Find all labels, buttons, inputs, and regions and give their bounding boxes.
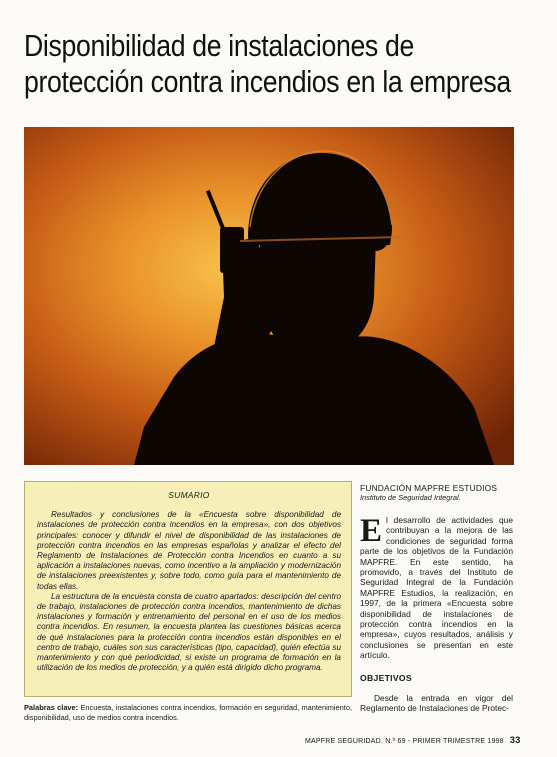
- page-number: 33: [509, 734, 521, 745]
- author-institute: Instituto de Seguridad Integral.: [360, 493, 461, 502]
- keywords-label: Palabras clave:: [24, 703, 79, 712]
- title-line-1: Disponibilidad de instalaciones de: [24, 28, 414, 63]
- keywords-text: Encuesta, instalaciones contra incendios, formación en seguridad, mantenimiento, disponibilidad, uso de medios contra incendios.: [24, 703, 352, 722]
- summary-paragraph-2: La estructura de la encuesta consta de cuatro apartados: descripción del centro de trabajo, instalaciones de protección contra incendios, mantenimiento de dichas instalaciones y formación y entrenamiento del personal en el uso de los medios contra incendios. En resumen, la encuesta plantea las cuestiones básicas acerca de qué instalaciones para la protección contra incendios están disponibles en el centro de trabajo, cuáles son sus características (tipo, capacidad), quién efectúa su mantenimiento y con qué periodicidad, si existe un programa de formación en la utilización de los medios de protección, y a quién está dirigido dicho programa.: [37, 591, 341, 673]
- keywords: [24, 703, 352, 722]
- summary-heading: SUMARIO: [168, 490, 210, 500]
- drop-cap: E: [360, 513, 383, 549]
- summary-paragraph-1: Resultados y conclusiones de la «Encuesta sobre disponibilidad de instalaciones de protección contra incendios en la empresa», con dos objetivos principales: conocer y difundir el nivel de disponibilidad de las instalaciones de protección contra incendios en las empresas españolas y analizar el efecto del Reglamento de Instalaciones de Protección contra Incendios en cuanto a su aplicación a instalaciones nuevas, como incentivo a la ampliación y modernización de instalaciones preexistentes y, sobre todo, como guía para el mantenimiento de todas ellas.: [37, 510, 341, 591]
- footer-source: MAPFRE SEGURIDAD. N.º 69 - PRIMER TRIMESTRE 1998: [305, 738, 504, 745]
- intro-text: l desarrollo de actividades que contribuyan a la mejora de las condiciones de seguridad forma parte de los objetivos de la Fundación MAPFRE. En este sentido, ha promovido, a través del Instituto de Seguridad Integral de la Fundación MAPFRE Estudios, la realización, en 1997, de la primera «Encuesta sobre disponibilidad de instalaciones de protección contra incendios en la empresa», cuyos resultados, análisis y conclusiones se presentan en este artículo.: [360, 515, 513, 661]
- intro-paragraph: [360, 515, 513, 661]
- summary-box: [24, 481, 352, 697]
- author-org: FUNDACIÓN MAPFRE ESTUDIOS: [360, 483, 498, 493]
- article-title: [24, 28, 511, 100]
- title-line-2: protección contra incendios en la empresa: [24, 64, 511, 99]
- page-footer: [305, 734, 521, 745]
- right-column: [360, 483, 513, 714]
- section-paragraph: Desde la entrada en vigor del Reglamento de Instalaciones de Protec-: [360, 692, 513, 714]
- firefighter-photo: [24, 127, 514, 465]
- section-heading: OBJETIVOS: [360, 672, 412, 683]
- firefighter-silhouette-icon: [24, 127, 514, 465]
